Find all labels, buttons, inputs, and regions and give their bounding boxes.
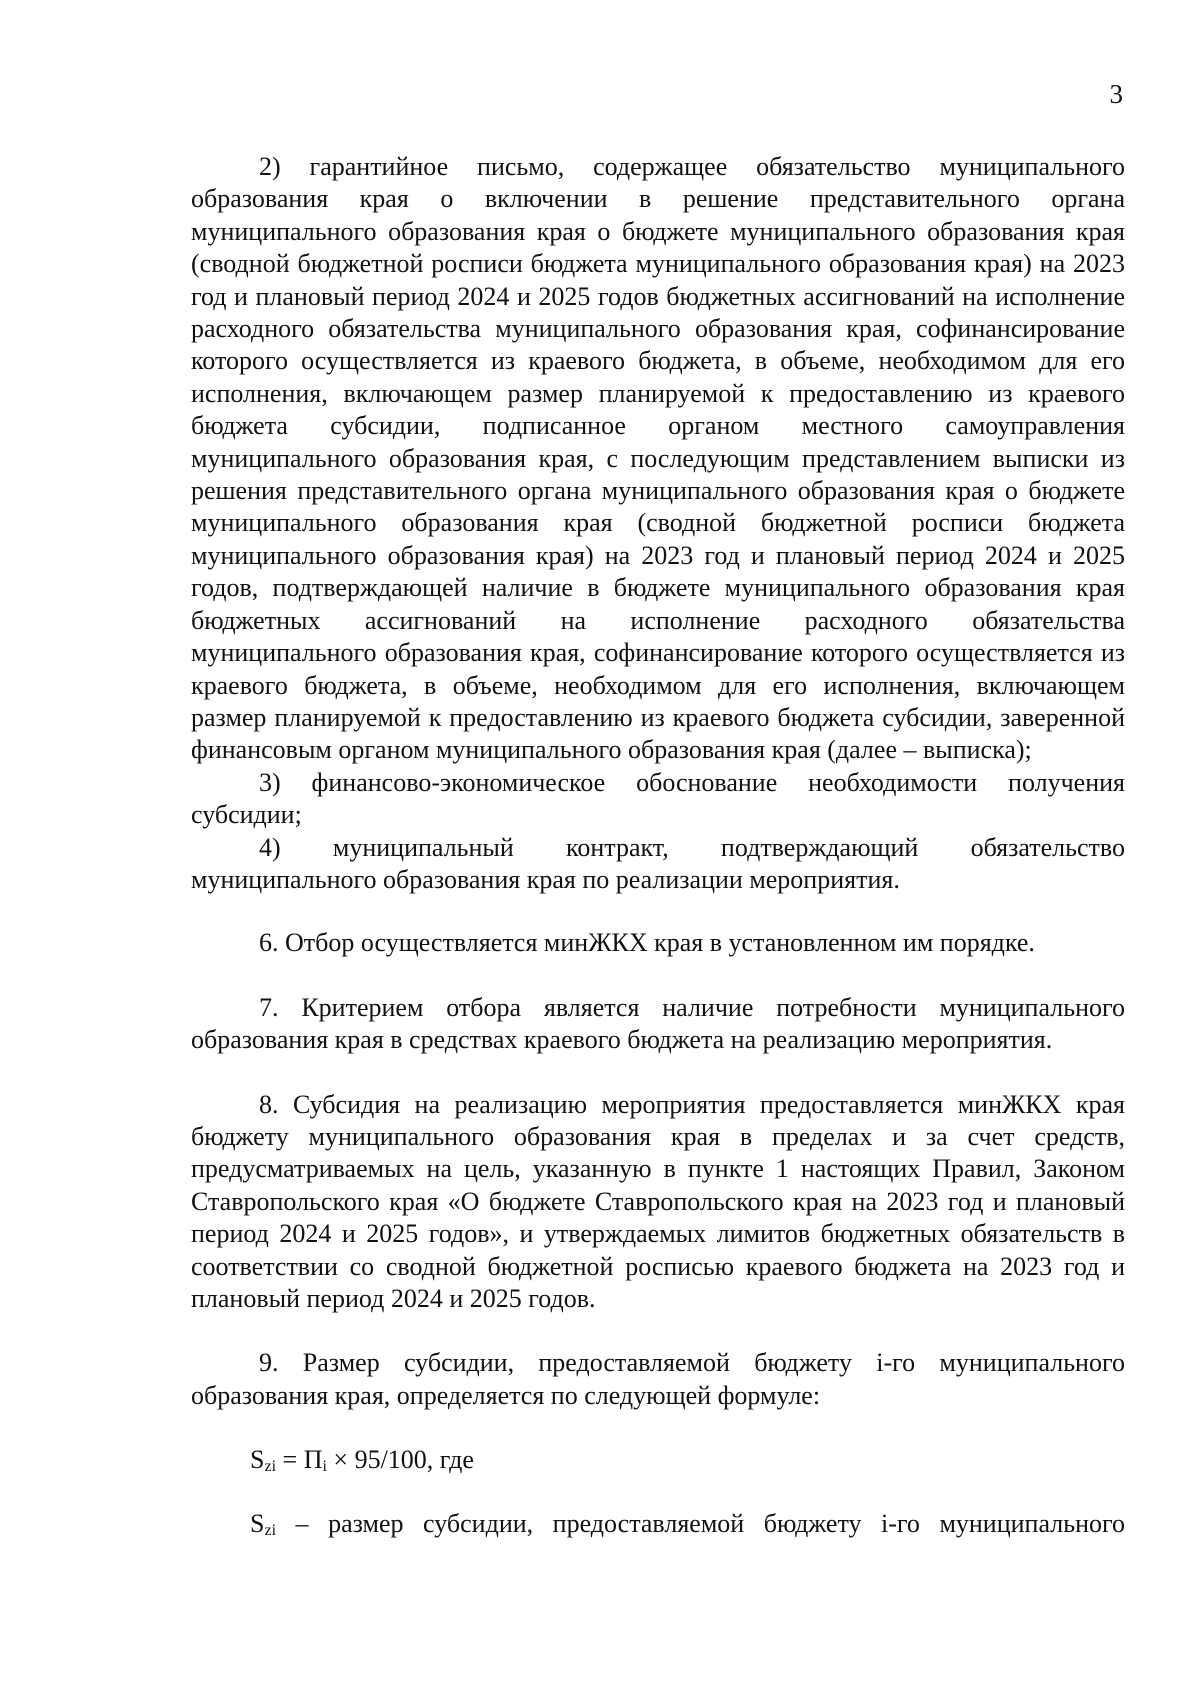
formula-rhs-subscript: i	[322, 1458, 327, 1476]
paragraph-item-3: 3) финансово-экономическое обоснование необходимости получения субсидии;	[191, 767, 1125, 830]
formula-lhs-subscript: zi	[264, 1458, 277, 1476]
page-number: 3	[1109, 79, 1123, 109]
formula-rhs-tail: × 95/100, где	[326, 1445, 474, 1475]
paragraph-clause-8: 8. Субсидия на реализацию мероприятия предоставляется минЖКХ края бюджету муниципального образования края в пределах и за счет средств, предусматриваемых на цель, указанную в пункте 1 настоящих Правил, Законом Ставропольского края «О бюджете Ставропольского края на 2023 год и плановый период 2024 и 2025 годов», и утверждаемых лимитов бюджетных обязательств в соответствии со сводной бюджетной росписью краевого бюджета на 2023 год и плановый период 2024 и 2025 годов.	[191, 1089, 1125, 1313]
paragraph-clause-6: 6. Отбор осуществляется минЖКХ края в установленном им порядке.	[259, 928, 1035, 958]
definition-text: – размер субсидии, предоставляемой бюджету i-го муниципального	[276, 1508, 1125, 1538]
paragraph-clause-7: 7. Критерием отбора является наличие потребности муниципального образования края в средствах краевого бюджета на реализацию мероприятия.	[191, 992, 1125, 1055]
formula-rhs-symbol: П	[303, 1445, 323, 1475]
formula-definition	[191, 1508, 1125, 1540]
subsidy-formula	[191, 1444, 1125, 1476]
formula-equals: =	[276, 1445, 304, 1475]
document-body	[191, 151, 1125, 1540]
paragraph-item-2: 2) гарантийное письмо, содержащее обязательство муниципального образования края о включении в решение представительного органа муниципального образования края о бюджете муниципального образования края (сводной бюджетной росписи бюджета муниципального образования края) на 2023 год и плановый период 2024 и 2025 годов бюджетных ассигнований на исполнение расходного обязательства муниципального образования края, софинансирование которого осуществляется из краевого бюджета, в объеме, необходимом для его исполнения, включающем размер планируемой к предоставлению из краевого бюджета субсидии, подписанное органом местного самоуправления муниципального образования края, с последующим представлением выписки из решения представительного органа муниципального образования края о бюджете муниципального образования края (сводной бюджетной росписи бюджета муниципального образования края) на 2023 год и плановый период 2024 и 2025 годов, подтверждающей наличие в бюджете муниципального образования края бюджетных ассигнований на исполнение расходного обязательства муниципального образования края, софинансирование которого осуществляется из краевого бюджета, в объеме, необходимом для его исполнения, включающем размер планируемой к предоставлению из краевого бюджета субсидии, заверенной финансовым органом муниципального образования края (далее – выписка);	[191, 152, 1125, 765]
definition-subscript: zi	[264, 1521, 277, 1539]
formula-lhs-symbol: S	[250, 1445, 265, 1475]
definition-symbol: S	[250, 1508, 265, 1538]
paragraph-clause-9: 9. Размер субсидии, предоставляемой бюджету i-го муниципального образования края, определяется по следующей формуле:	[191, 1348, 1125, 1410]
paragraph-item-4: 4) муниципальный контракт, подтверждающий обязательство муниципального образования края по реализации мероприятия.	[191, 832, 1125, 894]
